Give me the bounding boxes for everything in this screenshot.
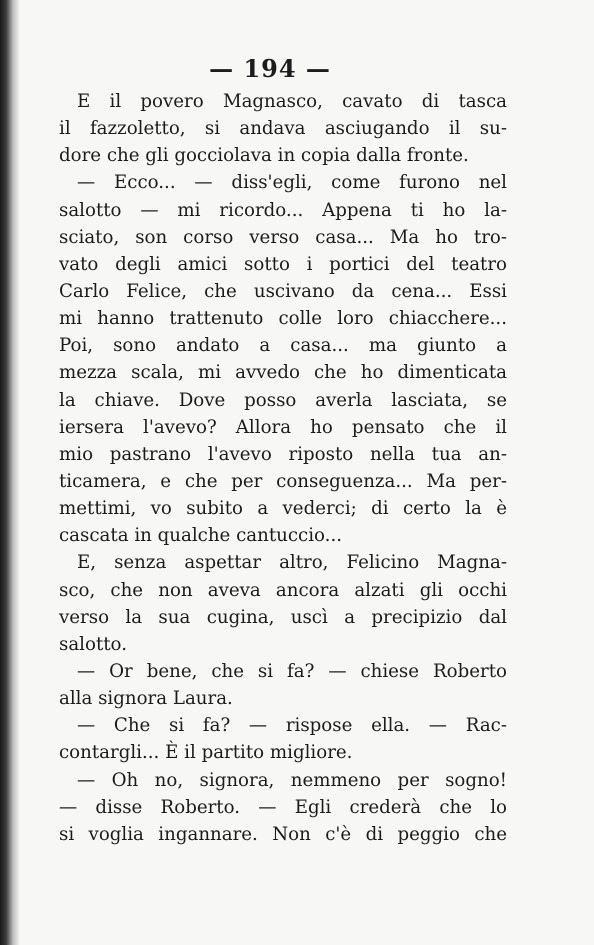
text-line: verso la sua cugina, uscì a precipizio dal [59,606,507,628]
text-line: salotto. [59,633,127,655]
text-line: alla signora Laura. [59,688,233,710]
text-line: si voglia ingannare. Non c'è di peggio che [59,823,507,845]
book-spine-shadow [0,0,20,945]
text-line: il fazzoletto, si andava asciugando il su- [59,118,507,140]
text-line: mi hanno trattenuto colle loro chiacchere... [59,308,507,330]
text-line: — Oh no, signora, nemmeno per sogno! [77,769,507,791]
text-line: dore che gli gocciolava in copia dalla fronte. [59,145,469,167]
text-line: sciato, son corso verso casa... Ma ho tro- [59,226,507,248]
text-line: — Ecco... — diss'egli, come furono nel [77,172,507,194]
text-line: mettimi, vo subito a vederci; di certo la è [59,498,507,520]
text-line: — Che si fa? — rispose ella. — Rac- [77,715,507,737]
text-line: cascata in qualche cantuccio... [59,525,343,547]
body-text [59,88,507,848]
text-line: — Or bene, che si fa? — chiese Roberto [77,660,507,682]
text-line: iersera l'avevo? Allora ho pensato che il [59,416,507,438]
text-line: ticamera, e che per conseguenza... Ma per- [59,470,507,492]
text-line: la chiave. Dove posso averla lasciata, se [59,389,507,411]
text-line: Poi, sono andato a casa... ma giunto a [59,335,507,357]
text-line: — disse Roberto. — Egli crederà che lo [59,796,507,818]
text-line: contargli... È il partito migliore. [59,742,353,764]
text-line: mio pastrano l'avevo riposto nella tua an- [59,443,507,465]
text-line: vato degli amici sotto i portici del teatro [59,253,507,275]
text-line: E, senza aspettar altro, Felicino Magna- [77,552,507,574]
text-line: salotto — mi ricordo... Appena ti ho la- [59,199,507,221]
text-line: mezza scala, mi avvedo che ho dimenticata [59,362,507,384]
text-line: sco, che non aveva ancora alzati gli occhi [59,579,507,601]
text-line: Carlo Felice, che uscivano da cena... Essi [59,280,507,302]
text-line: E il povero Magnasco, cavato di tasca [77,91,507,112]
page-number: — 194 — [209,54,331,83]
